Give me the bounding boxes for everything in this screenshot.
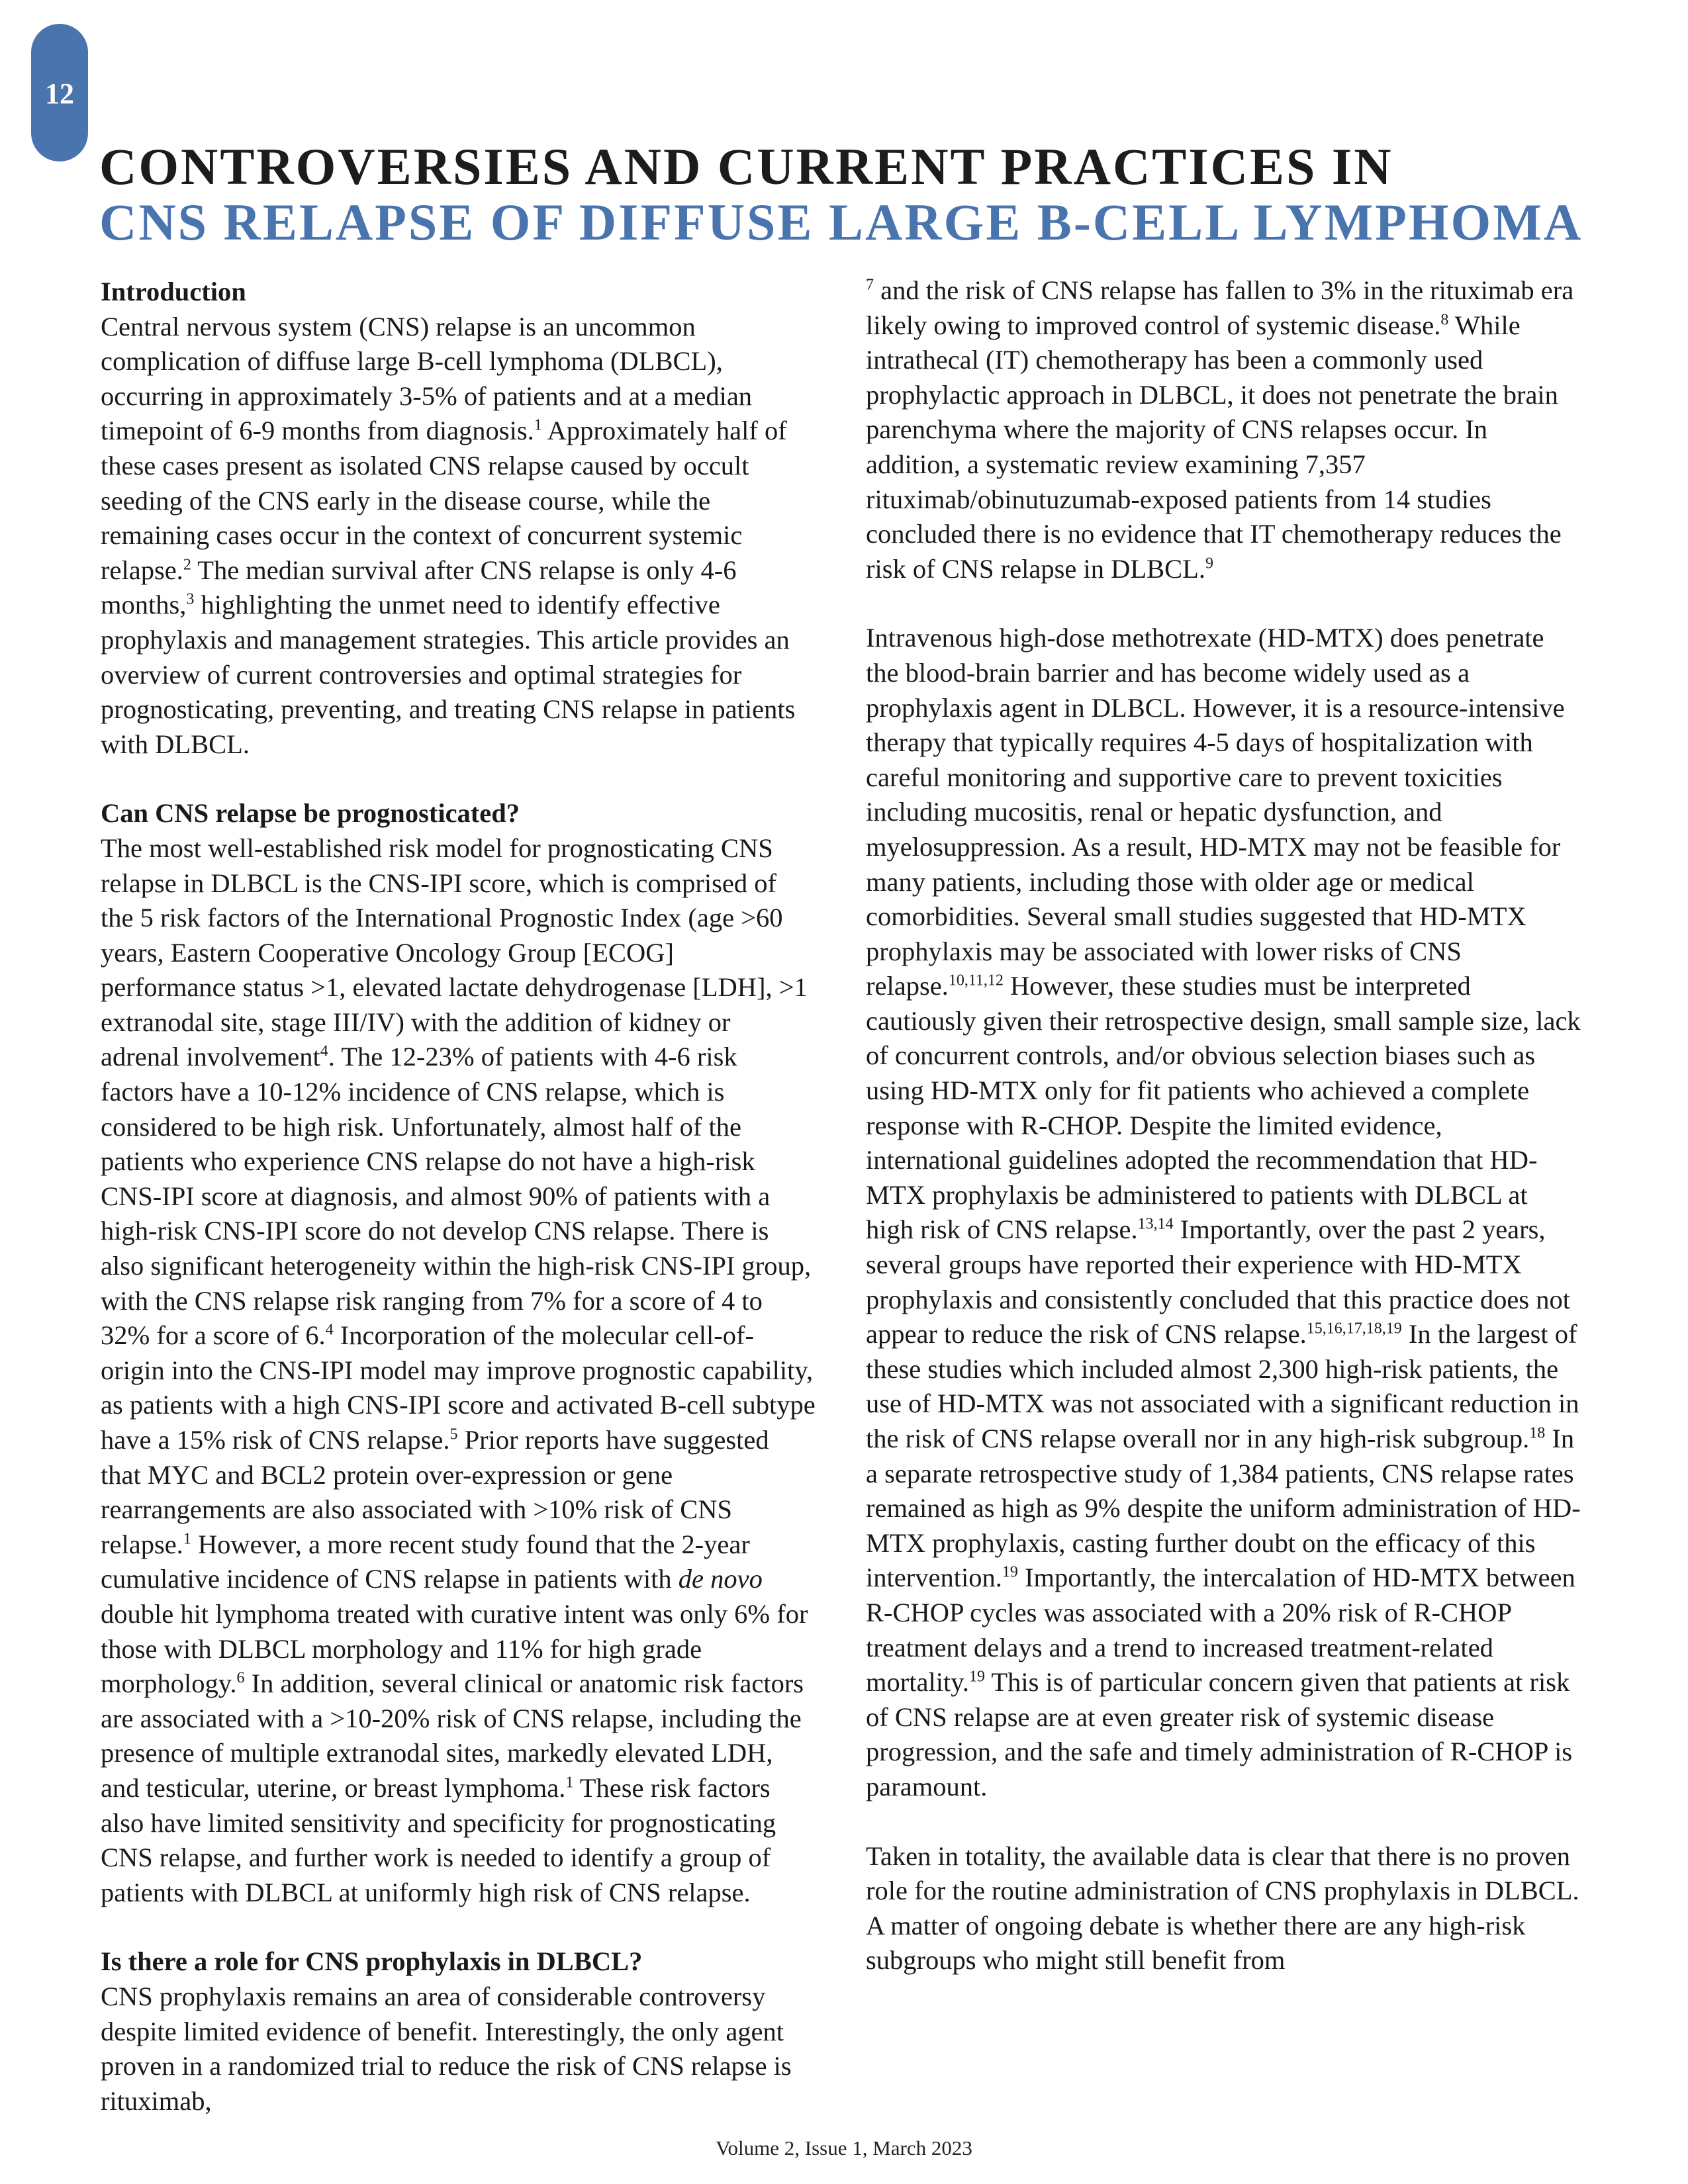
text-run: However, these studies must be interpreted cautiously given their retrospective design, small sample size, lack of concurrent controls, and/or obvious selection biases such as using HD-MTX only for fit patients who achieved a complete response with R-CHOP. Despite the limited evidence, international guidelines adopted the recommendation that HD-MTX prophylaxis be administered to patients with DLBCL at high risk of CNS relapse. <box>866 971 1581 1245</box>
citation: 7 <box>866 276 874 294</box>
section-heading-introduction: Introduction <box>101 277 246 306</box>
citation: 5 <box>449 1426 458 1443</box>
citation: 13,14 <box>1137 1215 1174 1233</box>
text-run: Taken in totality, the available data is clear that there is no proven role for the routine administration of CNS prophylaxis in DLBCL. A matter of ongoing debate is whether there are any high-risk subgroups who might still benefit from <box>866 1841 1579 1976</box>
section-heading-prognosis: Can CNS relapse be prognosticated? <box>101 798 520 829</box>
text-run: In addition, several clinical or anatomic risk factors are associated with a >10-20% risk of CNS relapse, including the presence of multiple extranodal sites, markedly elevated LDH, and testicular, uterine, or breast lymphoma. <box>101 1668 804 1803</box>
citation: 4 <box>320 1042 328 1060</box>
text-run: The most well-established risk model for prognosticating CNS relapse in DLBCL is the CNS-IPI score, which is comprised of the 5 risk factors of the International Prognostic Index (age >60 years, Eastern Cooperative Oncology Group [ECOG] performance status >1, elevated lactate dehydrogenase [LDH], >1 extranodal site, stage III/IV) with the addition of kidney or adrenal involvement <box>101 833 808 1072</box>
citation: 19 <box>968 1668 985 1686</box>
text-run: Central nervous system (CNS) relapse is an uncommon complication of diffuse large B-cell lymphoma (DLBCL), occurring in approximately 3-5% of patients and at a median timepoint of 6-9 months from diagnosis. <box>101 311 753 446</box>
left-column <box>101 275 816 2116</box>
text-run: Importantly, over the past 2 years, several groups have reported their experience with HD-MTX prophylaxis and consistently concluded that this practice does not appear to reduce the risk of CNS relapse. <box>866 1214 1570 1349</box>
section-heading-prophylaxis: Is there a role for CNS prophylaxis in DLBCL? <box>101 1946 643 1977</box>
citation: 19 <box>1002 1563 1018 1581</box>
text-run: CNS prophylaxis remains an area of considerable controversy despite limited evidence of benefit. Interestingly, the only agent proven in a randomized trial to reduce the risk of CNS relapse is rituximab, <box>101 1981 792 2116</box>
text-run: double hit lymphoma treated with curative intent was only 6% for those with DLBCL morphology and 11% for high grade morphology. <box>101 1598 808 1699</box>
paragraph-prophylaxis <box>101 1979 816 2116</box>
text-run: The median survival after CNS relapse is only 4-6 months, <box>101 555 737 620</box>
text-run: and the risk of CNS relapse has fallen to 3% in the rituximab era likely owing to improved control of systemic disease. <box>866 275 1574 340</box>
paragraph-totality <box>866 1839 1581 1978</box>
citation: 10,11,12 <box>948 972 1004 989</box>
citation: 18 <box>1529 1424 1546 1442</box>
paragraph-prophylaxis-continued <box>866 273 1581 586</box>
text-run: Approximately half of these cases present as isolated CNS relapse caused by occult seeding of the CNS early in the disease course, while the remaining cases occur in the context of concurrent systemic relapse. <box>101 416 787 585</box>
citation: 9 <box>1205 555 1213 572</box>
text-run: In the largest of these studies which included almost 2,300 high-risk patients, the use of HD-MTX was not associated with a significant reduction in the risk of CNS relapse overall nor in any high-risk subgroup. <box>866 1319 1579 1453</box>
text-run: highlighting the unmet need to identify effective prophylaxis and management strategies. This article provides an overview of current controversies and optimal strategies for prognosticating, preventing, and treating CNS relapse in patients with DLBCL. <box>101 590 796 759</box>
citation: 6 <box>236 1669 245 1687</box>
text-run: . The 12-23% of patients with 4-6 risk factors have a 10-12% incidence of CNS relapse, which is considered to be high risk. Unfortunately, almost half of the patients who experience CNS relapse do not have a high-risk CNS-IPI score at diagnosis, and almost 90% of patients with a high-risk CNS-IPI score do not develop CNS relapse. There is also significant heterogeneity within the high-risk CNS-IPI group, with the CNS relapse risk ranging from 7% for a score of 4 to 32% for a score of 6. <box>101 1042 812 1351</box>
text-run: Importantly, the intercalation of HD-MTX between R-CHOP cycles was associated with a 20% risk of R-CHOP treatment delays and a trend to increased treatment-related mortality. <box>866 1563 1575 1698</box>
citation: 3 <box>186 590 195 608</box>
paragraph-prognosis <box>101 831 816 1910</box>
italic-term: de novo <box>678 1564 763 1594</box>
citation: 8 <box>1440 311 1449 329</box>
citation: 1 <box>565 1774 574 1792</box>
article-title <box>99 139 1615 250</box>
citation: 1 <box>183 1530 191 1548</box>
title-line-1: CONTROVERSIES AND CURRENT PRACTICES IN <box>99 138 1393 195</box>
citation: 4 <box>325 1321 334 1339</box>
page-number: 12 <box>45 77 74 110</box>
title-line-2: CNS RELAPSE OF DIFFUSE LARGE B-CELL LYMPHOMA <box>99 193 1583 251</box>
paragraph-introduction <box>101 310 816 762</box>
citation: 15,16,17,18,19 <box>1306 1320 1402 1338</box>
page-footer: Volume 2, Issue 1, March 2023 <box>716 2136 972 2160</box>
text-run: These risk factors also have limited sensitivity and specificity for prognosticating CNS relapse, and further work is needed to identify a group of patients with DLBCL at uniformly high risk of CNS relapse. <box>101 1772 776 1907</box>
text-run: Prior reports have suggested that MYC and BCL2 protein over-expression or gene rearrangements are also associated with >10% risk of CNS relapse. <box>101 1425 769 1559</box>
text-run: Incorporation of the molecular cell-of-origin into the CNS-IPI model may improve prognostic capability, as patients with a high CNS-IPI score and activated B-cell subtype have a 15% risk of CNS relapse. <box>101 1320 816 1455</box>
paragraph-hdmtx <box>866 621 1581 1804</box>
page-number-tab <box>31 24 88 161</box>
text-run: However, a more recent study found that the 2-year cumulative incidence of CNS relapse in patients with <box>101 1529 750 1594</box>
citation: 2 <box>183 556 191 574</box>
text-run: In a separate retrospective study of 1,384 patients, CNS relapse rates remained as high as 9% despite the uniform administration of HD-MTX prophylaxis, casting further doubt on the efficacy of this intervention. <box>866 1424 1581 1593</box>
citation: 1 <box>534 416 542 434</box>
text-run: Intravenous high-dose methotrexate (HD-MTX) does penetrate the blood-brain barrier and has become widely used as a prophylaxis agent in DLBCL. However, it is a resource-intensive therapy that typically requires 4-5 days of hospitalization with careful monitoring and supportive care to prevent toxicities including mucositis, renal or hepatic dysfunction, and myelosuppression. As a result, HD-MTX may not be feasible for many patients, including those with older age or medical comorbidities. Several small studies suggested that HD-MTX prophylaxis may be associated with lower risks of CNS relapse. <box>866 623 1565 1001</box>
text-run: This is of particular concern given that patients at risk of CNS relapse are at even greater risk of systemic disease progression, and the safe and timely administration of R-CHOP is paramount. <box>866 1667 1573 1801</box>
text-run: While intrathecal (IT) chemotherapy has been a commonly used prophylactic approach in DLBCL, it does not penetrate the brain parenchyma where the majority of CNS relapses occur. In addition, a systematic review examining 7,357 rituximab/obinutuzumab-exposed patients from 14 studies concluded there is no evidence that IT chemotherapy reduces the risk of CNS relapse in DLBCL. <box>866 310 1562 584</box>
right-column <box>866 273 1581 1978</box>
